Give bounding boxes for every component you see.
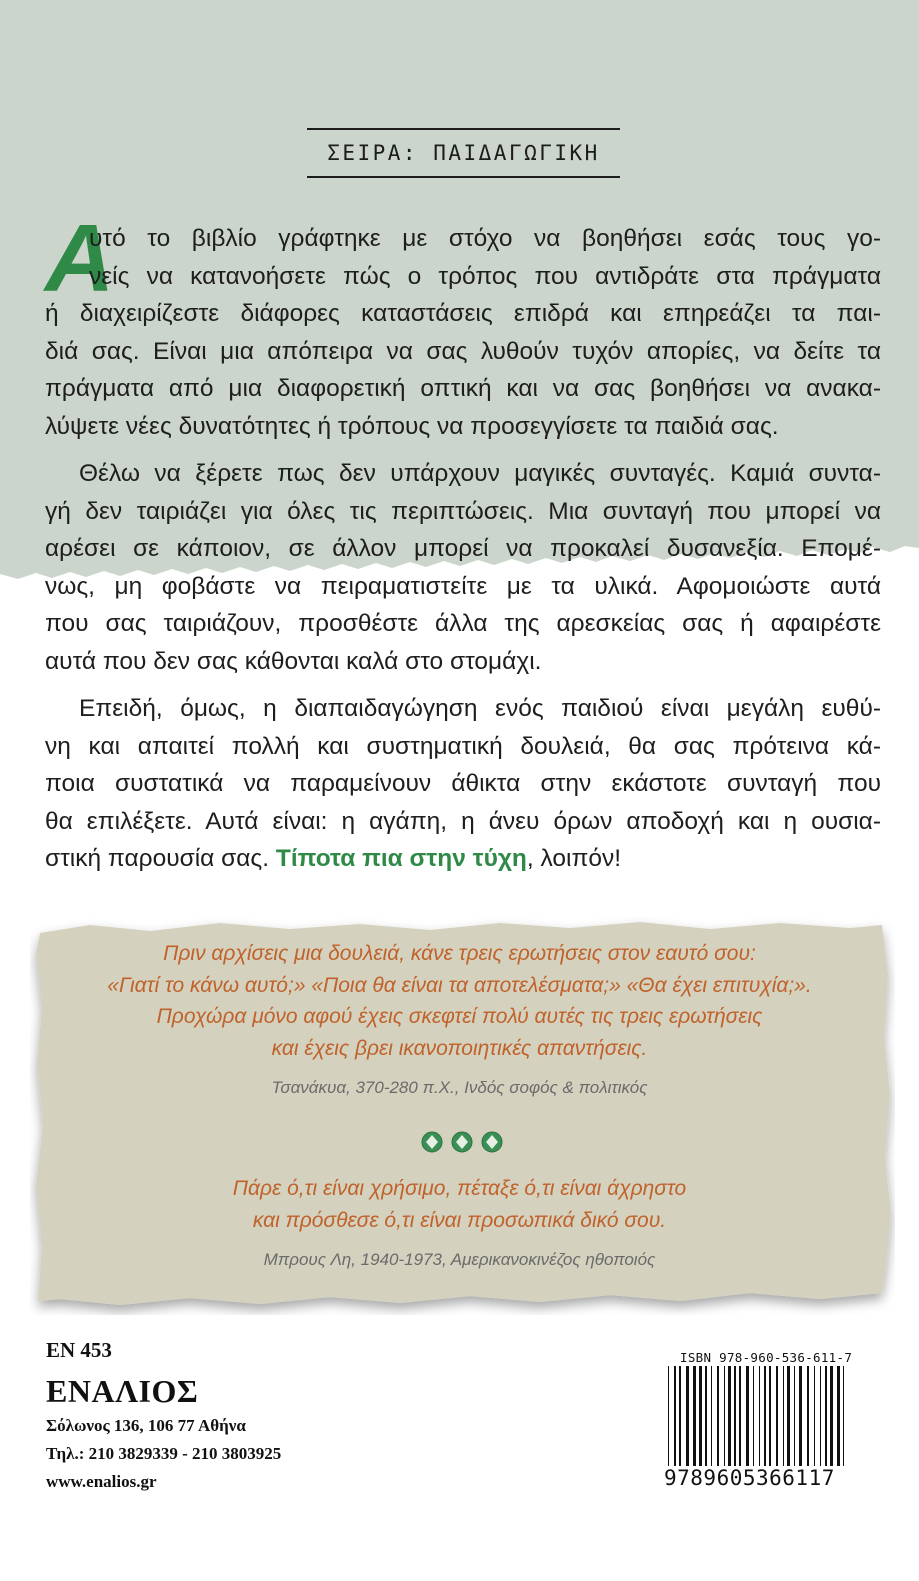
text-line: που σας ταιριάζουν, προσθέστε άλλα της αρεσκείας σας ή αφαιρέστε — [45, 610, 881, 637]
body-text — [45, 205, 881, 878]
quote-line: Πριν αρχίσεις μια δουλειά, κάνε τρεις ερωτήσεις στον εαυτό σου: — [163, 942, 756, 965]
final-line-start: στική παρουσία σας. — [45, 845, 276, 872]
isbn-label: ISBN 978-960-536-611-7 — [680, 1350, 853, 1365]
text-line: υτό το βιβλίο γράφτηκε με στόχο να βοηθήσει εσάς τους γο- — [89, 225, 881, 252]
catalog-code: ΕΝ 453 — [46, 1338, 112, 1362]
quote-author: Τσανάκυα, 370-280 π.Χ., Ινδός σοφός & πολιτικός — [271, 1078, 648, 1097]
paragraph-1 — [45, 205, 881, 445]
publisher-phone: Τηλ.: 210 3829339 - 210 3803925 — [46, 1444, 282, 1463]
quote-line: «Γιατί το κάνω αυτό;» «Ποια θα είναι τα αποτελέσματα;» «Θα έχει επιτυχία;». — [107, 973, 812, 997]
drop-cap: Α — [45, 205, 115, 312]
barcode-bar — [820, 1366, 821, 1466]
text-line: Επειδή, όμως, η διαπαιδαγώγηση ενός παιδιού είναι μεγάλη ευθύ- — [79, 695, 881, 722]
barcode-bar — [679, 1366, 681, 1466]
barcode-bar — [783, 1366, 784, 1466]
final-line-end: , λοιπόν! — [526, 845, 622, 872]
text-line: ποια συστατικά να παραμείνουν άθικτα στην εκάστοτε συνταγή που — [45, 770, 881, 797]
barcode-bar — [686, 1366, 689, 1466]
barcode-bar — [787, 1366, 790, 1466]
barcode-bar — [807, 1366, 809, 1466]
quote-line: Πάρε ό,τι είναι χρήσιμο, πέταξε ό,τι είναι άχρηστο — [232, 1177, 687, 1200]
barcode-bar — [799, 1366, 802, 1466]
publisher-name: ΕΝΑΛΙΟΣ — [46, 1373, 199, 1409]
text-line: λύψετε νέες δυνατότητες ή τρόπους να προσεγγίσετε τα παιδιά σας. — [45, 412, 779, 440]
barcode-bar — [705, 1366, 707, 1466]
barcode-bar — [769, 1366, 771, 1466]
barcode-bar — [724, 1366, 725, 1466]
barcode-bar — [825, 1366, 827, 1466]
text-line: ή διαχειρίζεστε διάφορες καταστάσεις επιδρά και επηρεάζει τα παι- — [45, 300, 881, 327]
barcode-bar — [764, 1366, 766, 1466]
quote-1 — [60, 938, 859, 1098]
text-line: νως, μη φοβάστε να πειραματιστείτε με τα υλικά. Αφομοιώστε αυτά — [45, 572, 881, 600]
series-label: ΣΕΙΡΑ: ΠΑΙΔΑΓΩΓΙΚΗ — [327, 141, 600, 165]
quote-line: και έχεις βρει ικανοποιητικές απαντήσεις. — [271, 1036, 648, 1060]
barcode-bar — [699, 1366, 702, 1466]
barcode-bar — [794, 1366, 795, 1466]
barcode-digits: 9789605366117 — [664, 1466, 864, 1490]
barcode-bar — [814, 1366, 815, 1466]
publisher-address: Σόλωνος 136, 106 77 Αθήνα — [46, 1416, 246, 1435]
barcode-bar — [728, 1366, 731, 1466]
text-line: Θέλω να ξέρετε πως δεν υπάρχουν μαγικές συνταγές. Καμιά συντα- — [79, 460, 881, 487]
text-line: νείς να κατανοήσετε πώς ο τρόπος που αντιδράτε στα πράγματα — [89, 262, 881, 290]
highlight-phrase: Τίποτα πια στην τύχη — [275, 845, 527, 872]
barcode-bar — [830, 1366, 833, 1466]
quote-line: Προχώρα μόνο αφού έχεις σκεφτεί πολύ αυτές τις τρεις ερωτήσεις — [156, 1005, 763, 1028]
quote-line: και πρόσθεσε ό,τι είναι προσωπικά δικό σου. — [252, 1208, 667, 1232]
text-line: διά σας. Είναι μια απόπειρα να σας λυθούν τυχόν απορίες, να δείτε τα — [45, 337, 881, 365]
text-line: πράγματα από μια διαφορετική οπτική και να σας βοηθήσει να ανακα- — [45, 375, 881, 402]
publisher-info — [46, 1338, 281, 1492]
quote-2 — [60, 1173, 859, 1270]
ornament-divider — [419, 1130, 505, 1154]
barcode-bar — [753, 1366, 754, 1466]
barcode-bar — [739, 1366, 741, 1466]
quote-author: Μπρους Λη, 1940-1973, Αμερικανοκινέζος ηθοποιός — [263, 1250, 656, 1269]
paragraph-2 — [45, 455, 881, 680]
text-line: αρέσει σε κάποιον, σε άλλον μπορεί να προκαλεί δυσανεξία. Επομέ- — [45, 535, 881, 562]
text-line: θα επιλέξετε. Αυτά είναι: η αγάπη, η άνευ όρων αποδοχή και η ουσια- — [45, 807, 881, 835]
publisher-website: www.enalios.gr — [46, 1472, 157, 1491]
text-line-final — [45, 840, 881, 878]
text-line: γή δεν ταιριάζει για όλες τις περιπτώσεις. Μια συνταγή που μπορεί να — [45, 497, 881, 525]
barcode-bar — [746, 1366, 749, 1466]
barcode-bar — [711, 1366, 712, 1466]
barcode-bar — [693, 1366, 696, 1466]
barcode-bar — [717, 1366, 719, 1466]
text-line: αυτά που δεν σας κάθονται καλά στο στομάχι. — [45, 647, 542, 675]
barcode-bar — [734, 1366, 736, 1466]
series-heading — [307, 128, 620, 178]
barcode-bar — [776, 1366, 778, 1466]
paragraph-3 — [45, 690, 881, 878]
text-line: νη και απαιτεί πολλή και συστηματική δουλειά, θα σας πρότεινα κά- — [45, 732, 881, 760]
